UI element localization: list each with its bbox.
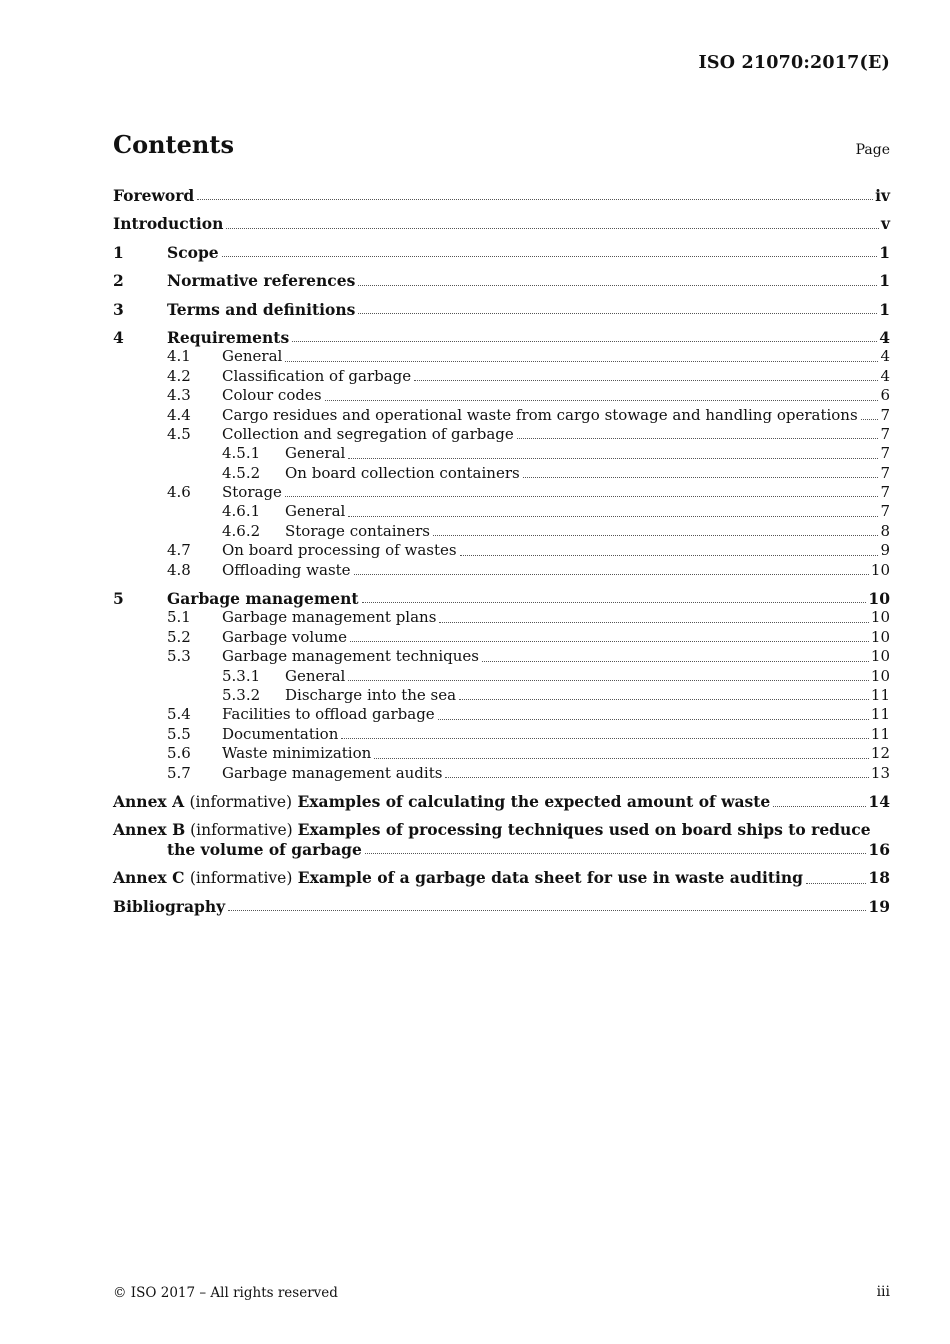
toc-entry-title: General bbox=[285, 502, 346, 521]
toc-entry-title: Documentation bbox=[222, 724, 339, 743]
toc-entry-page: 9 bbox=[880, 541, 890, 560]
toc-entry-number: 4.6.1 bbox=[222, 502, 261, 521]
dot-leader bbox=[773, 806, 866, 807]
toc-entry-number: 5.5 bbox=[167, 724, 191, 743]
toc-entry-number: 2 bbox=[113, 271, 124, 291]
toc-entry-title: General bbox=[222, 347, 283, 366]
toc-entry[interactable] bbox=[113, 214, 890, 233]
toc-entry-title: Terms and definitions bbox=[167, 299, 356, 319]
toc-entry-page: 7 bbox=[880, 483, 890, 502]
document-code: ISO 21070:2017(E) bbox=[698, 53, 890, 73]
toc-entry-page: 10 bbox=[870, 560, 890, 579]
dot-leader bbox=[438, 719, 869, 720]
toc-entry-title: Cargo residues and operational waste from cargo stowage and handling operations bbox=[222, 405, 858, 424]
dot-leader bbox=[861, 419, 879, 420]
toc-entry-page: 14 bbox=[868, 791, 890, 811]
toc-annex-entry[interactable] bbox=[113, 868, 890, 887]
page-number: iii bbox=[876, 1284, 890, 1300]
annex-label: Annex B bbox=[113, 820, 186, 840]
toc-entry-page: v bbox=[880, 214, 890, 234]
toc-entry-number: 4.1 bbox=[167, 347, 191, 366]
toc-entry-page: 4 bbox=[880, 366, 890, 385]
dot-leader bbox=[325, 400, 879, 401]
toc-entry[interactable] bbox=[113, 483, 890, 502]
dot-leader bbox=[523, 477, 879, 478]
dot-leader bbox=[365, 853, 867, 854]
toc-entry-number: 5.1 bbox=[167, 608, 191, 627]
toc-entry-title: Colour codes bbox=[222, 386, 322, 405]
toc-entry[interactable] bbox=[113, 522, 890, 541]
toc-entry-title: Garbage management techniques bbox=[222, 647, 479, 666]
toc-entry-number: 5.6 bbox=[167, 744, 191, 763]
toc-entry-title: General bbox=[285, 666, 346, 685]
toc-entry-number: 5.4 bbox=[167, 705, 191, 724]
toc-bibliography-entry[interactable] bbox=[113, 897, 890, 916]
toc-entry[interactable] bbox=[113, 744, 890, 763]
toc-entry-number: 1 bbox=[113, 242, 124, 262]
toc-entry-page: 13 bbox=[870, 763, 890, 782]
toc-entry[interactable] bbox=[113, 271, 890, 290]
dot-leader bbox=[517, 438, 879, 439]
toc-entry-title: Discharge into the sea bbox=[285, 685, 457, 704]
toc-entry[interactable] bbox=[113, 764, 890, 783]
toc-entry[interactable] bbox=[113, 444, 890, 463]
toc-entry[interactable] bbox=[113, 464, 890, 483]
annex-informative-tag: (informative) bbox=[189, 869, 293, 888]
dot-leader bbox=[228, 910, 866, 911]
dot-leader bbox=[348, 458, 878, 459]
toc-entry-title: Storage containers bbox=[285, 521, 430, 540]
toc-entry-page: 10 bbox=[870, 608, 890, 627]
contents-title: Contents bbox=[113, 130, 234, 159]
toc-entry-title: Facilities to offload garbage bbox=[222, 705, 435, 724]
dot-leader bbox=[350, 641, 869, 642]
toc-entry-title: Introduction bbox=[113, 214, 224, 234]
toc-entry[interactable] bbox=[113, 406, 890, 425]
dot-leader bbox=[439, 622, 869, 623]
toc-entry-page: 10 bbox=[870, 627, 890, 646]
toc-entry-page: 1 bbox=[879, 299, 890, 319]
dot-leader bbox=[358, 285, 877, 286]
toc-entry[interactable] bbox=[113, 686, 890, 705]
toc-entry-page: 16 bbox=[868, 839, 890, 859]
toc-entry[interactable] bbox=[113, 425, 890, 444]
toc-entry[interactable] bbox=[113, 386, 890, 405]
toc-entry-title: Waste minimization bbox=[222, 744, 372, 763]
toc-entry-title: Garbage management bbox=[167, 589, 359, 609]
toc-entry[interactable] bbox=[113, 647, 890, 666]
toc-entry-number: 5.2 bbox=[167, 627, 191, 646]
toc-entry-number: 5.3.1 bbox=[222, 666, 261, 685]
toc-entry-number: 3 bbox=[113, 299, 124, 319]
toc-entry-page: 7 bbox=[880, 502, 890, 521]
annex-title: Examples of processing techniques used on board ships to reduce bbox=[297, 820, 871, 840]
toc-entry[interactable] bbox=[113, 347, 890, 366]
toc-entry[interactable] bbox=[113, 367, 890, 386]
toc-entry-page: 18 bbox=[868, 868, 890, 888]
toc-entry-number: 4.4 bbox=[167, 405, 191, 424]
toc-entry-page: 1 bbox=[879, 271, 890, 291]
dot-leader bbox=[445, 777, 868, 778]
toc-entry[interactable] bbox=[113, 667, 890, 686]
toc-entry[interactable] bbox=[113, 502, 890, 521]
dot-leader bbox=[292, 341, 877, 342]
toc-entry-number: 4.5 bbox=[167, 424, 191, 443]
dot-leader bbox=[285, 361, 878, 362]
toc-entry-page: 7 bbox=[880, 463, 890, 482]
toc-entry-number: 4.8 bbox=[167, 560, 191, 579]
toc-entry[interactable] bbox=[113, 589, 890, 608]
toc-entry-number: 4.6 bbox=[167, 483, 191, 502]
dot-leader bbox=[226, 228, 879, 229]
toc-entry-title: Garbage volume bbox=[222, 627, 347, 646]
dot-leader bbox=[459, 699, 869, 700]
toc-entry-page: 11 bbox=[870, 724, 890, 743]
toc-entry-number: 4.3 bbox=[167, 386, 191, 405]
dot-leader bbox=[482, 661, 869, 662]
toc-entry-title: On board collection containers bbox=[285, 463, 520, 482]
toc-entry-page: 7 bbox=[880, 424, 890, 443]
toc-entry-page: iv bbox=[875, 186, 890, 205]
toc-entry-title: Garbage management audits bbox=[222, 763, 443, 782]
toc-entry-page: 10 bbox=[868, 589, 890, 609]
page-column-label: Page bbox=[855, 142, 890, 158]
dot-leader bbox=[362, 602, 867, 603]
toc-entry[interactable] bbox=[113, 243, 890, 262]
toc-entry-page: 19 bbox=[868, 896, 890, 916]
toc-entry-page: 10 bbox=[870, 647, 890, 666]
dot-leader bbox=[806, 883, 866, 884]
dot-leader bbox=[358, 313, 877, 314]
toc-annex-entry[interactable] bbox=[113, 792, 890, 811]
table-of-contents bbox=[113, 186, 890, 916]
toc-entry[interactable] bbox=[113, 541, 890, 560]
toc-entry-number: 5.3 bbox=[167, 647, 191, 666]
toc-entry-title: Offloading waste bbox=[222, 560, 351, 579]
dot-leader bbox=[433, 535, 878, 536]
dot-leader bbox=[197, 199, 873, 200]
toc-entry-page: 4 bbox=[879, 327, 890, 347]
annex-informative-tag: (informative) bbox=[190, 821, 293, 840]
toc-entry[interactable] bbox=[113, 608, 890, 627]
dot-leader bbox=[414, 380, 878, 381]
annex-title: Examples of calculating the expected amount of waste bbox=[297, 791, 771, 811]
toc-entry[interactable] bbox=[113, 705, 890, 724]
toc-entry-number: 4.5.2 bbox=[222, 463, 261, 482]
dot-leader bbox=[374, 758, 869, 759]
toc-entry-number: 4.5.1 bbox=[222, 444, 261, 463]
toc-entry-title: General bbox=[285, 444, 346, 463]
toc-entry-page: 7 bbox=[880, 444, 890, 463]
dot-leader bbox=[222, 256, 878, 257]
toc-entry[interactable] bbox=[113, 300, 890, 319]
annex-title: Example of a garbage data sheet for use in waste auditing bbox=[297, 868, 803, 888]
dot-leader bbox=[285, 496, 879, 497]
dot-leader bbox=[348, 516, 878, 517]
toc-entry[interactable] bbox=[113, 186, 890, 205]
toc-entry-page: 6 bbox=[880, 386, 890, 405]
toc-annex-entry[interactable] bbox=[113, 820, 890, 859]
copyright-notice: © ISO 2017 – All rights reserved bbox=[113, 1285, 338, 1301]
toc-entry[interactable] bbox=[113, 561, 890, 580]
toc-entry-number: 5.7 bbox=[167, 763, 191, 782]
toc-entry-title: Normative references bbox=[167, 271, 356, 291]
toc-entry-title: Storage bbox=[222, 483, 282, 502]
toc-entry-page: 8 bbox=[880, 521, 890, 540]
toc-entry-page: 7 bbox=[880, 405, 890, 424]
toc-entry-page: 1 bbox=[879, 242, 890, 262]
toc-entry[interactable] bbox=[113, 725, 890, 744]
bibliography-title: Bibliography bbox=[113, 896, 226, 916]
toc-entry[interactable] bbox=[113, 328, 890, 347]
toc-entry-number: 4.7 bbox=[167, 541, 191, 560]
annex-informative-tag: (informative) bbox=[189, 792, 293, 811]
toc-entry-title: Foreword bbox=[113, 186, 195, 205]
toc-entry-number: 5.3.2 bbox=[222, 685, 261, 704]
toc-entry-title: Scope bbox=[167, 242, 219, 262]
toc-entry-title: Classification of garbage bbox=[222, 366, 412, 385]
dot-leader bbox=[460, 555, 879, 556]
dot-leader bbox=[341, 738, 869, 739]
toc-entry-page: 10 bbox=[870, 666, 890, 685]
toc-entry-number: 5 bbox=[113, 589, 124, 609]
toc-entry-title: On board processing of wastes bbox=[222, 541, 457, 560]
annex-label: Annex A bbox=[113, 791, 185, 811]
toc-entry-number: 4 bbox=[113, 327, 124, 347]
annex-title-continued: the volume of garbage bbox=[167, 839, 362, 859]
dot-leader bbox=[354, 574, 869, 575]
annex-label: Annex C bbox=[113, 868, 185, 888]
dot-leader bbox=[348, 680, 869, 681]
toc-entry-number: 4.6.2 bbox=[222, 521, 261, 540]
toc-entry-page: 4 bbox=[880, 347, 890, 366]
toc-entry-title: Requirements bbox=[167, 327, 290, 347]
toc-entry-page: 11 bbox=[870, 685, 890, 704]
toc-entry[interactable] bbox=[113, 628, 890, 647]
toc-entry-title: Garbage management plans bbox=[222, 608, 437, 627]
toc-entry-title: Collection and segregation of garbage bbox=[222, 424, 514, 443]
toc-entry-page: 12 bbox=[870, 744, 890, 763]
toc-entry-page: 11 bbox=[870, 705, 890, 724]
toc-entry-number: 4.2 bbox=[167, 366, 191, 385]
